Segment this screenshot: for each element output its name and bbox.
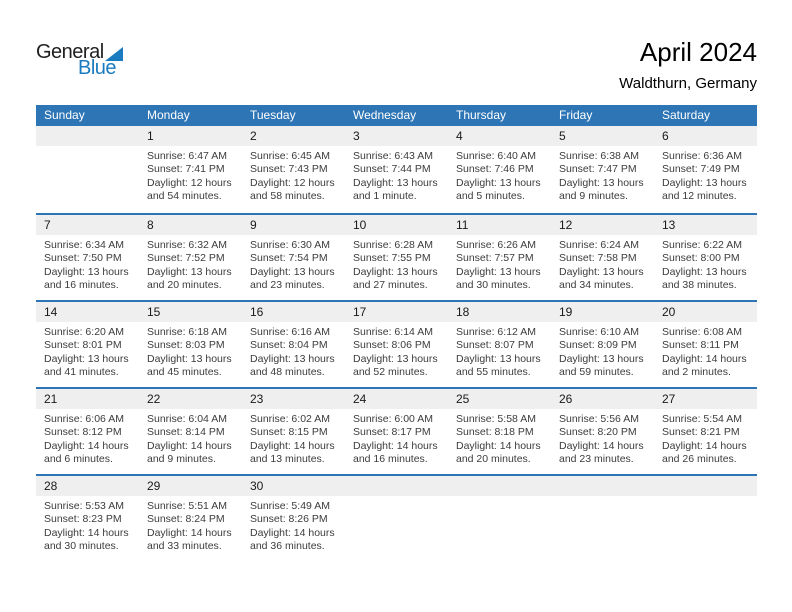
sunset-text: Sunset: 8:15 PM — [250, 426, 328, 439]
day-details — [242, 146, 345, 204]
day-details — [345, 322, 448, 380]
day-details — [654, 322, 757, 380]
sunset-text: Sunset: 7:54 PM — [250, 252, 328, 265]
sunrise-text: Sunrise: 5:49 AM — [250, 500, 330, 512]
daylight-text: Daylight: 14 hours and 30 minutes. — [44, 526, 129, 553]
day-details — [345, 146, 448, 204]
day-cell — [139, 126, 242, 213]
daylight-text: Daylight: 14 hours and 33 minutes. — [147, 526, 232, 553]
day-number: 1 — [139, 126, 242, 146]
page-header — [36, 38, 757, 92]
sunrise-text: Sunrise: 6:24 AM — [559, 239, 639, 251]
day-cell — [345, 215, 448, 300]
sunrise-text: Sunrise: 6:14 AM — [353, 326, 433, 338]
day-details — [448, 146, 551, 204]
day-details — [448, 235, 551, 293]
weekday-header-monday: Monday — [147, 108, 190, 122]
sunrise-text: Sunrise: 6:12 AM — [456, 326, 536, 338]
day-details — [345, 496, 448, 500]
day-cell — [448, 389, 551, 474]
day-number: 8 — [139, 215, 242, 235]
sunrise-text: Sunrise: 6:08 AM — [662, 326, 742, 338]
day-details — [36, 409, 139, 467]
daylight-text: Daylight: 14 hours and 20 minutes. — [456, 439, 541, 466]
sunrise-text: Sunrise: 6:16 AM — [250, 326, 330, 338]
sunrise-text: Sunrise: 6:43 AM — [353, 150, 433, 162]
day-details — [139, 146, 242, 204]
sunset-text: Sunset: 8:18 PM — [456, 426, 534, 439]
day-details — [448, 496, 551, 500]
day-cell — [139, 476, 242, 561]
sunrise-text: Sunrise: 6:45 AM — [250, 150, 330, 162]
day-number: 23 — [242, 389, 345, 409]
daylight-text: Daylight: 13 hours and 45 minutes. — [147, 352, 232, 379]
sunset-text: Sunset: 8:04 PM — [250, 339, 328, 352]
day-details — [551, 496, 654, 500]
sunrise-text: Sunrise: 6:26 AM — [456, 239, 536, 251]
title-block — [619, 38, 757, 92]
month-title: April 2024 — [639, 37, 757, 67]
day-number: 11 — [448, 215, 551, 235]
day-details — [242, 322, 345, 380]
day-details — [345, 409, 448, 467]
calendar-weeks — [36, 126, 757, 561]
day-cell — [242, 126, 345, 213]
day-cell — [345, 389, 448, 474]
day-details — [36, 235, 139, 293]
daylight-text: Daylight: 13 hours and 16 minutes. — [44, 265, 129, 292]
sunset-text: Sunset: 8:12 PM — [44, 426, 122, 439]
day-number: 21 — [36, 389, 139, 409]
day-details — [654, 409, 757, 467]
day-number: 29 — [139, 476, 242, 496]
sunset-text: Sunset: 7:58 PM — [559, 252, 637, 265]
day-number: 4 — [448, 126, 551, 146]
day-cell — [448, 126, 551, 213]
sunset-text: Sunset: 8:14 PM — [147, 426, 225, 439]
sunset-text: Sunset: 8:09 PM — [559, 339, 637, 352]
day-number: 27 — [654, 389, 757, 409]
day-number: 6 — [654, 126, 757, 146]
weekday-header-row — [36, 105, 757, 126]
sunrise-text: Sunrise: 6:02 AM — [250, 413, 330, 425]
day-details — [345, 235, 448, 293]
daylight-text: Daylight: 13 hours and 27 minutes. — [353, 265, 438, 292]
week-row — [36, 300, 757, 387]
day-number: 17 — [345, 302, 448, 322]
logo-text-general: General — [36, 41, 104, 63]
sunset-text: Sunset: 8:11 PM — [662, 339, 739, 352]
general-blue-logo — [36, 42, 123, 78]
day-details — [654, 146, 757, 204]
sunset-text: Sunset: 8:24 PM — [147, 513, 225, 526]
sunset-text: Sunset: 7:49 PM — [662, 163, 740, 176]
day-cell-empty — [345, 476, 448, 561]
daylight-text: Daylight: 14 hours and 6 minutes. — [44, 439, 129, 466]
day-number: 30 — [242, 476, 345, 496]
weekday-header-thursday: Thursday — [456, 108, 507, 122]
day-number — [448, 476, 551, 496]
sunrise-text: Sunrise: 6:32 AM — [147, 239, 227, 251]
day-number: 2 — [242, 126, 345, 146]
day-details — [139, 322, 242, 380]
daylight-text: Daylight: 13 hours and 1 minute. — [353, 176, 438, 203]
sunrise-text: Sunrise: 6:22 AM — [662, 239, 742, 251]
day-cell-empty — [551, 476, 654, 561]
day-cell — [36, 302, 139, 387]
daylight-text: Daylight: 12 hours and 58 minutes. — [250, 176, 335, 203]
sunset-text: Sunset: 7:57 PM — [456, 252, 534, 265]
day-cell — [448, 215, 551, 300]
daylight-text: Daylight: 14 hours and 23 minutes. — [559, 439, 644, 466]
daylight-text: Daylight: 13 hours and 5 minutes. — [456, 176, 541, 203]
day-number: 12 — [551, 215, 654, 235]
day-cell-empty — [448, 476, 551, 561]
day-cell — [36, 389, 139, 474]
day-number — [345, 476, 448, 496]
sunrise-text: Sunrise: 6:04 AM — [147, 413, 227, 425]
day-cell — [242, 389, 345, 474]
daylight-text: Daylight: 13 hours and 55 minutes. — [456, 352, 541, 379]
sunrise-text: Sunrise: 6:10 AM — [559, 326, 639, 338]
sunset-text: Sunset: 8:26 PM — [250, 513, 328, 526]
daylight-text: Daylight: 13 hours and 52 minutes. — [353, 352, 438, 379]
week-row — [36, 213, 757, 300]
sunrise-text: Sunrise: 6:06 AM — [44, 413, 124, 425]
day-details — [551, 322, 654, 380]
week-row — [36, 387, 757, 474]
week-row — [36, 474, 757, 561]
sunset-text: Sunset: 7:41 PM — [147, 163, 225, 176]
sunset-text: Sunset: 7:43 PM — [250, 163, 328, 176]
day-number: 25 — [448, 389, 551, 409]
day-number: 28 — [36, 476, 139, 496]
day-number: 24 — [345, 389, 448, 409]
day-details — [36, 322, 139, 380]
day-details — [654, 235, 757, 293]
day-cell — [139, 215, 242, 300]
sunset-text: Sunset: 8:00 PM — [662, 252, 740, 265]
daylight-text: Daylight: 14 hours and 36 minutes. — [250, 526, 335, 553]
sunrise-text: Sunrise: 5:54 AM — [662, 413, 742, 425]
day-number: 3 — [345, 126, 448, 146]
sunrise-text: Sunrise: 5:58 AM — [456, 413, 536, 425]
daylight-text: Daylight: 13 hours and 20 minutes. — [147, 265, 232, 292]
sunrise-text: Sunrise: 6:40 AM — [456, 150, 536, 162]
day-details — [36, 146, 139, 150]
day-cell — [36, 215, 139, 300]
sunset-text: Sunset: 7:55 PM — [353, 252, 431, 265]
sunrise-text: Sunrise: 6:18 AM — [147, 326, 227, 338]
day-cell — [242, 215, 345, 300]
day-cell — [448, 302, 551, 387]
logo-text-blue: Blue — [78, 57, 117, 79]
weekday-header-sunday: Sunday — [44, 108, 85, 122]
weekday-header-saturday: Saturday — [662, 108, 711, 122]
day-number — [654, 476, 757, 496]
day-details — [36, 496, 139, 554]
day-cell-empty — [36, 126, 139, 213]
sunrise-text: Sunrise: 6:30 AM — [250, 239, 330, 251]
sunset-text: Sunset: 7:47 PM — [559, 163, 637, 176]
day-details — [551, 235, 654, 293]
sunrise-text: Sunrise: 6:20 AM — [44, 326, 124, 338]
sunset-text: Sunset: 8:23 PM — [44, 513, 122, 526]
day-cell — [654, 215, 757, 300]
weekday-header-tuesday: Tuesday — [250, 108, 296, 122]
day-cell — [654, 302, 757, 387]
daylight-text: Daylight: 14 hours and 9 minutes. — [147, 439, 232, 466]
sunrise-text: Sunrise: 5:56 AM — [559, 413, 639, 425]
day-details — [448, 322, 551, 380]
sunset-text: Sunset: 7:46 PM — [456, 163, 534, 176]
sunrise-text: Sunrise: 6:47 AM — [147, 150, 227, 162]
daylight-text: Daylight: 13 hours and 48 minutes. — [250, 352, 335, 379]
daylight-text: Daylight: 12 hours and 54 minutes. — [147, 176, 232, 203]
daylight-text: Daylight: 13 hours and 41 minutes. — [44, 352, 129, 379]
day-cell — [654, 126, 757, 213]
daylight-text: Daylight: 13 hours and 34 minutes. — [559, 265, 644, 292]
day-details — [139, 235, 242, 293]
day-number: 14 — [36, 302, 139, 322]
sunrise-text: Sunrise: 5:51 AM — [147, 500, 227, 512]
day-number — [36, 126, 139, 146]
daylight-text: Daylight: 13 hours and 12 minutes. — [662, 176, 747, 203]
day-number: 26 — [551, 389, 654, 409]
day-cell — [242, 476, 345, 561]
day-cell — [551, 389, 654, 474]
day-number: 9 — [242, 215, 345, 235]
sunrise-text: Sunrise: 6:34 AM — [44, 239, 124, 251]
sunset-text: Sunset: 8:17 PM — [353, 426, 431, 439]
location-subtitle: Waldthurn, Germany — [619, 75, 757, 92]
sunset-text: Sunset: 7:52 PM — [147, 252, 225, 265]
daylight-text: Daylight: 13 hours and 59 minutes. — [559, 352, 644, 379]
day-number: 15 — [139, 302, 242, 322]
daylight-text: Daylight: 13 hours and 9 minutes. — [559, 176, 644, 203]
day-cell — [139, 302, 242, 387]
day-details — [242, 235, 345, 293]
day-cell-empty — [654, 476, 757, 561]
sunset-text: Sunset: 8:01 PM — [44, 339, 122, 352]
sunset-text: Sunset: 8:21 PM — [662, 426, 740, 439]
day-details — [551, 146, 654, 204]
day-details — [242, 409, 345, 467]
sunrise-text: Sunrise: 6:00 AM — [353, 413, 433, 425]
day-number: 22 — [139, 389, 242, 409]
daylight-text: Daylight: 13 hours and 23 minutes. — [250, 265, 335, 292]
week-row — [36, 126, 757, 213]
day-details — [654, 496, 757, 500]
day-number: 19 — [551, 302, 654, 322]
weekday-header-wednesday: Wednesday — [353, 108, 417, 122]
sunrise-text: Sunrise: 6:28 AM — [353, 239, 433, 251]
day-number — [551, 476, 654, 496]
day-number: 7 — [36, 215, 139, 235]
day-number: 13 — [654, 215, 757, 235]
day-cell — [551, 302, 654, 387]
day-cell — [36, 476, 139, 561]
day-details — [242, 496, 345, 554]
daylight-text: Daylight: 14 hours and 26 minutes. — [662, 439, 747, 466]
weekday-header-friday: Friday — [559, 108, 593, 122]
day-details — [139, 409, 242, 467]
day-details — [448, 409, 551, 467]
sunset-text: Sunset: 8:06 PM — [353, 339, 431, 352]
daylight-text: Daylight: 13 hours and 30 minutes. — [456, 265, 541, 292]
day-number: 18 — [448, 302, 551, 322]
day-details — [139, 496, 242, 554]
day-cell — [139, 389, 242, 474]
day-number: 10 — [345, 215, 448, 235]
day-cell — [345, 126, 448, 213]
daylight-text: Daylight: 14 hours and 2 minutes. — [662, 352, 747, 379]
day-cell — [654, 389, 757, 474]
sunset-text: Sunset: 8:03 PM — [147, 339, 225, 352]
day-cell — [551, 215, 654, 300]
daylight-text: Daylight: 14 hours and 13 minutes. — [250, 439, 335, 466]
sunset-text: Sunset: 8:20 PM — [559, 426, 637, 439]
day-cell — [242, 302, 345, 387]
calendar-table — [36, 105, 757, 561]
day-details — [551, 409, 654, 467]
day-cell — [551, 126, 654, 213]
sunrise-text: Sunrise: 6:38 AM — [559, 150, 639, 162]
daylight-text: Daylight: 14 hours and 16 minutes. — [353, 439, 438, 466]
day-number: 20 — [654, 302, 757, 322]
sunset-text: Sunset: 8:07 PM — [456, 339, 534, 352]
sunset-text: Sunset: 7:50 PM — [44, 252, 122, 265]
day-number: 5 — [551, 126, 654, 146]
day-number: 16 — [242, 302, 345, 322]
sunrise-text: Sunrise: 5:53 AM — [44, 500, 124, 512]
day-cell — [345, 302, 448, 387]
daylight-text: Daylight: 13 hours and 38 minutes. — [662, 265, 747, 292]
sunrise-text: Sunrise: 6:36 AM — [662, 150, 742, 162]
sunset-text: Sunset: 7:44 PM — [353, 163, 431, 176]
